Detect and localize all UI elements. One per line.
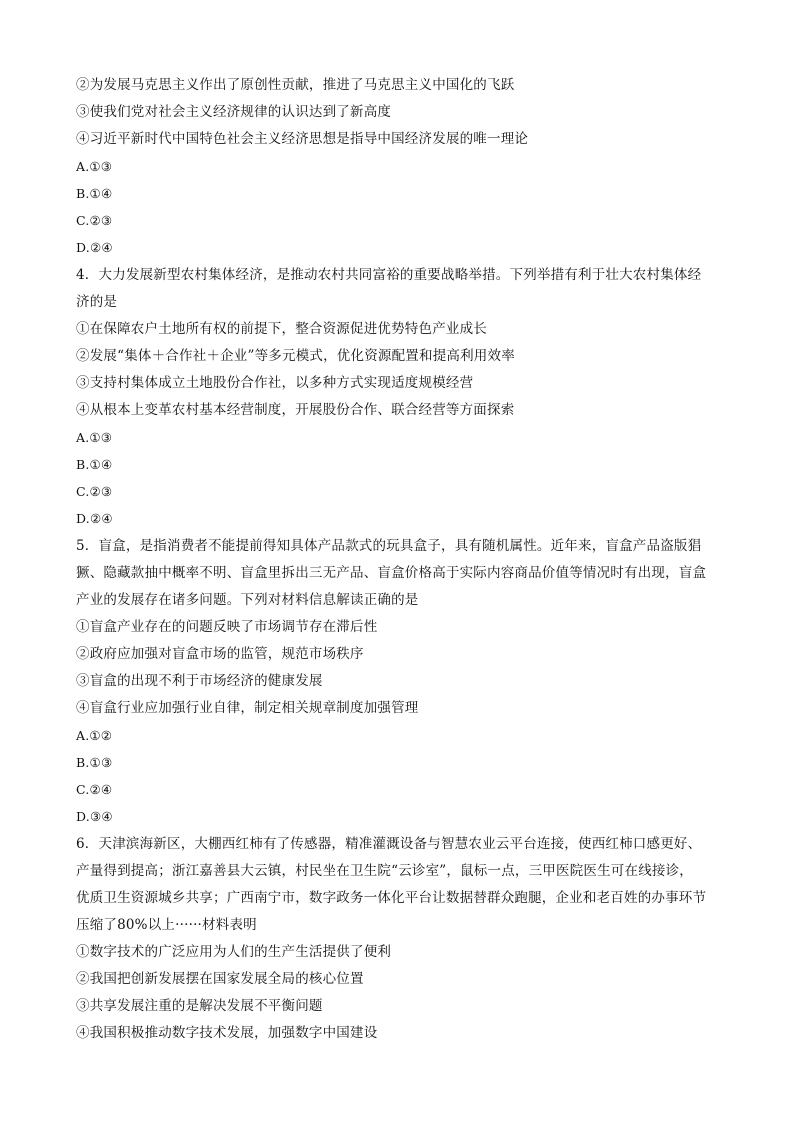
q5-option-d: D.③④	[76, 809, 113, 824]
q3-statement-2: ②为发展马克思主义作出了原创性贡献，推进了马克思主义中国化的飞跃	[76, 77, 515, 93]
q4-option-b: B.①④	[76, 457, 113, 472]
q3-statement-4: ④习近平新时代中国特色社会主义经济思想是指导中国经济发展的唯一理论	[76, 131, 529, 147]
q3-option-b: B.①④	[76, 186, 113, 201]
q5-statement-3: ③盲盒的出现不利于市场经济的健康发展	[76, 673, 323, 689]
q4-option-c: C.②③	[76, 484, 113, 499]
q5-option-a: A.①②	[76, 728, 113, 743]
q6-statement-2: ②我国把创新发展摆在国家发展全局的核心位置	[76, 971, 364, 987]
q5-option-b: B.①③	[76, 755, 113, 770]
q4-stem-line-2: 济的是	[76, 294, 118, 310]
q5-statement-2: ②政府应加强对盲盒市场的监管，规范市场秩序	[76, 646, 364, 662]
q4-statement-4: ④从根本上变革农村基本经营制度，开展股份合作、联合经营等方面探索	[76, 402, 515, 418]
q5-option-c: C.②④	[76, 782, 113, 797]
q6-stem-line-4: 压缩了80%以上······材料表明	[76, 917, 257, 933]
q6-stem-line-1: 6．天津滨海新区，大棚西红柿有了传感器，精准灌溉设备与智慧农业云平台连接，使西红柿口感更好、	[76, 836, 702, 852]
q4-statement-2: ②发展“集体＋合作社＋企业”等多元模式，优化资源配置和提高利用效率	[76, 348, 515, 364]
q3-statement-3: ③使我们党对社会主义经济规律的认识达到了新高度	[76, 104, 392, 120]
q4-option-d: D.②④	[76, 511, 113, 526]
q6-statement-4: ④我国积极推动数字技术发展，加强数字中国建设	[76, 1025, 378, 1041]
q6-stem-line-2: 产量得到提高；浙江嘉善县大云镇，村民坐在卫生院“云诊室”，鼠标一点，三甲医院医生可在线接诊，	[76, 863, 694, 879]
q5-statement-4: ④盲盒行业应加强行业自律，制定相关规章制度加强管理	[76, 700, 419, 716]
q6-stem-line-3: 优质卫生资源城乡共享；广西南宁市，数字政务一体化平台让数据替群众跑腿，企业和老百姓的办事环节	[76, 890, 707, 906]
q6-statement-1: ①数字技术的广泛应用为人们的生产生活提供了便利	[76, 944, 392, 960]
q6-statement-3: ③共享发展注重的是解决发展不平衡问题	[76, 998, 323, 1014]
q5-statement-1: ①盲盒产业存在的问题反映了市场调节存在滞后性	[76, 619, 378, 635]
q4-option-a: A.①③	[76, 430, 113, 445]
q5-stem-line-1: 5．盲盒，是指消费者不能提前得知具体产品款式的玩具盒子，具有随机属性。近年来，盲盒产品盗版猖	[76, 538, 702, 554]
q4-statement-1: ①在保障农户土地所有权的前提下，整合资源促进优势特色产业成长	[76, 321, 487, 337]
q4-statement-3: ③支持村集体成立土地股份合作社，以多种方式实现适度规模经营	[76, 375, 474, 391]
q3-option-d: D.②④	[76, 240, 113, 255]
q3-option-c: C.②③	[76, 213, 113, 228]
q5-stem-line-3: 产业的发展存在诸多问题。下列对材料信息解读正确的是	[76, 592, 419, 608]
q4-stem-line-1: 4．大力发展新型农村集体经济，是推动农村共同富裕的重要战略举措。下列举措有利于壮大农村集体经	[76, 267, 702, 283]
q5-stem-line-2: 獗、隐藏款抽中概率不明、盲盒里拆出三无产品、盲盒价格高于实际内容商品价值等情况时有出现，盲盒	[76, 565, 707, 581]
q3-option-a: A.①③	[76, 159, 113, 174]
